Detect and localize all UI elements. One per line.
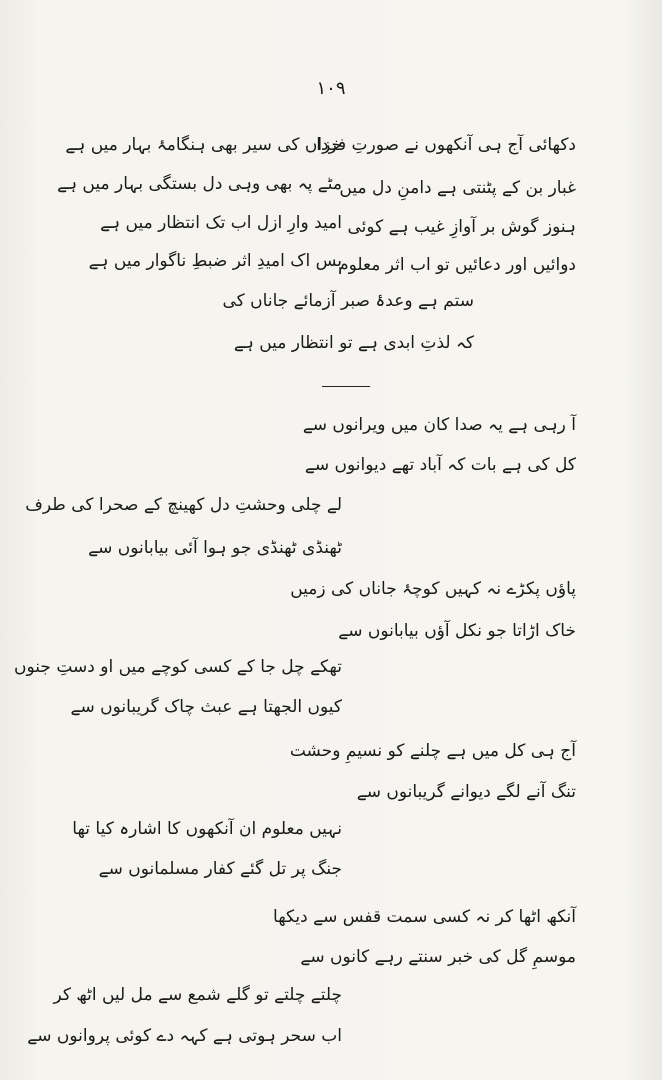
verse-line: جنگ پر تل گئے کفار مسلمانوں سے — [98, 859, 342, 879]
page-number: ۱۰۹ — [316, 78, 346, 99]
verse-line: ہنوز گوش بر آوازِ غیب ہے کوئی — [347, 217, 576, 237]
verse-line: کل کی ہے بات کہ آباد تھے دیوانوں سے — [304, 455, 576, 475]
verse-line: پاؤں پکڑے نہ کہیں کوچۂ جاناں کی زمیں — [290, 579, 576, 599]
verse-line: ستم ہے وعدۂ صبر آزمائے جاناں کی — [222, 291, 474, 311]
verse-line: آنکھ اٹھا کر نہ کسی سمت قفس سے دیکھا — [273, 907, 576, 927]
verse-line: غبار بن کے پٹنتی ہے دامنِ دل میں — [339, 178, 576, 198]
verse-line: آ رہی ہے یہ صدا کان میں ویرانوں سے — [302, 415, 576, 435]
section-divider — [322, 386, 370, 387]
verse-line: خاک اڑاتا جو نکل آؤں بیابانوں سے — [338, 621, 576, 641]
verse-line: چلتے چلتے تو گلے شمع سے مل لیں اٹھ کر — [53, 985, 342, 1005]
verse-line: تھکے چل جا کے کسی کوچے میں او دستِ جنوں — [14, 657, 342, 677]
verse-line: نہیں معلوم ان آنکھوں کا اشارہ کیا تھا — [72, 819, 342, 839]
verse-line: دوائیں اور دعائیں تو اب اثر معلوم — [338, 255, 576, 275]
verse-line: خزاں کی سیر بھی ہنگامۂ بہار میں ہے — [65, 135, 342, 155]
verse-line: تنگ آنے لگے دیوانے گریبانوں سے — [356, 782, 576, 802]
verse-line: اب سحر ہوتی ہے کہہ دے کوئی پروانوں سے — [27, 1026, 342, 1046]
verse-line: کہ لذتِ ابدی ہے تو انتظار میں ہے — [233, 333, 474, 353]
verse-line: لے چلی وحشتِ دل کھینچ کے صحرا کی طرف — [25, 495, 342, 515]
verse-line: موسمِ گل کی خبر سنتے رہے کانوں سے — [300, 947, 576, 967]
verse-line: مٹے پہ بھی وہی دل بستگی بہار میں ہے — [57, 174, 342, 194]
verse-line: کیوں الجھتا ہے عبث چاک گریبانوں سے — [70, 697, 342, 717]
verse-line: دکھائی آج ہی آنکھوں نے صورتِ فردا — [316, 135, 576, 155]
verse-line: ٹھنڈی ٹھنڈی جو ہوا آئی بیابانوں سے — [88, 538, 342, 558]
verse-line: امید وارِ ازل اب تک انتظار میں ہے — [100, 213, 342, 233]
verse-line: آج ہی کل میں ہے چلنے کو نسیمِ وحشت — [289, 741, 576, 761]
verse-line: بس اک امیدِ اثر ضبطِ ناگوار میں ہے — [88, 251, 342, 271]
